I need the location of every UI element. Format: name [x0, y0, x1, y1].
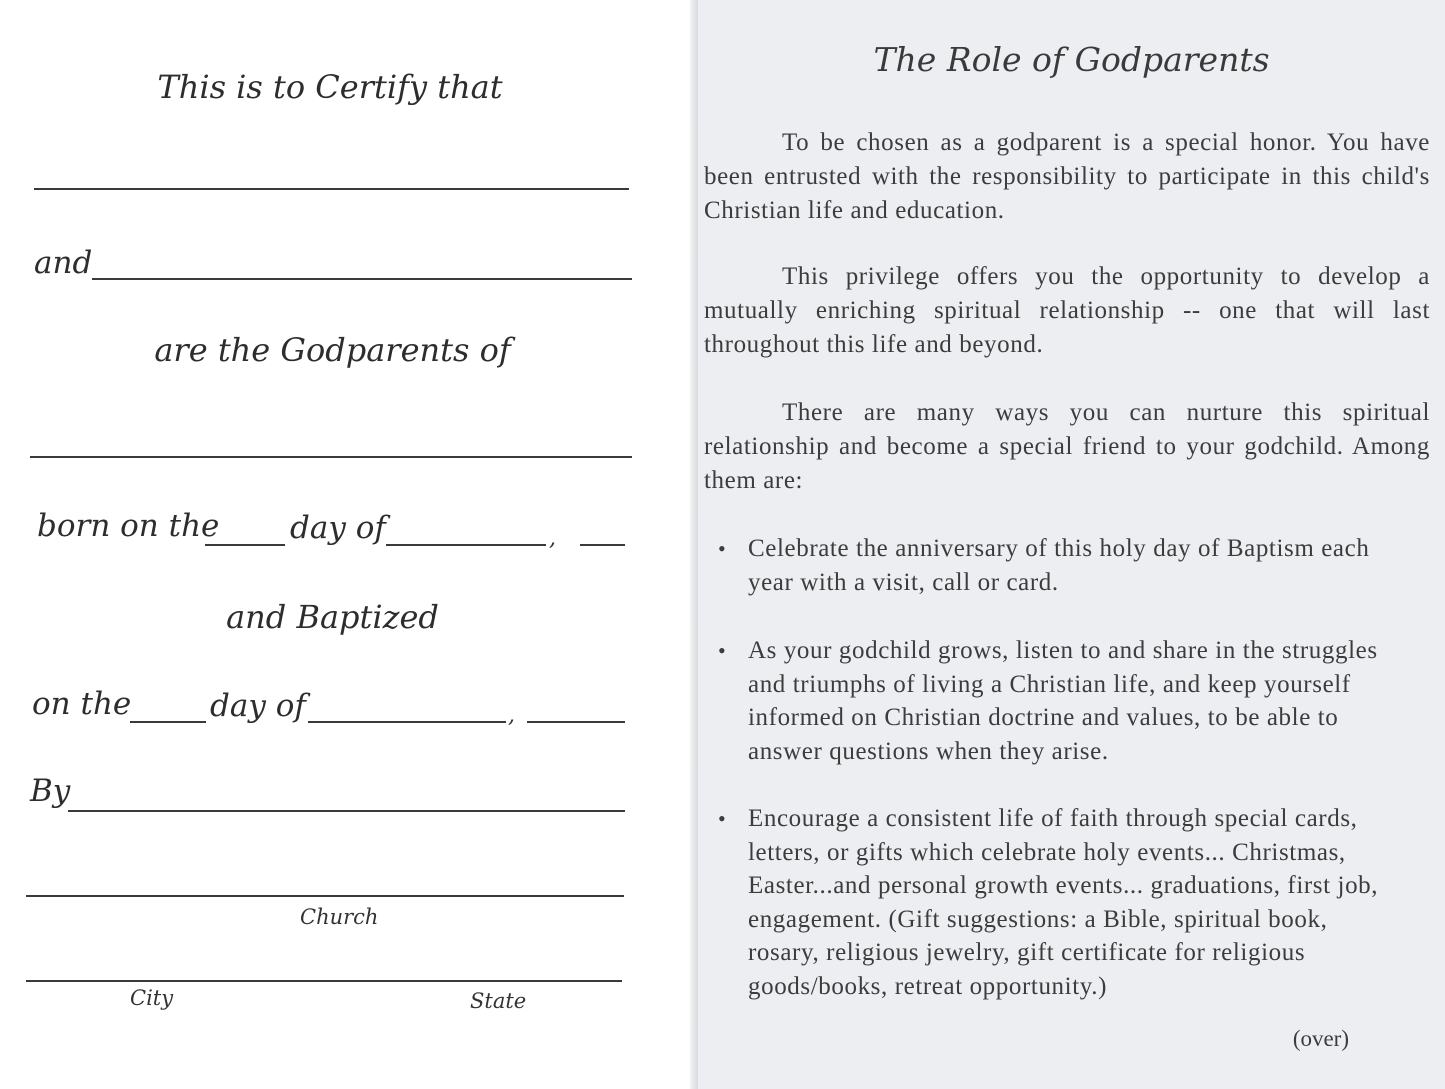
comma-1: ,	[549, 526, 556, 551]
city-state-line	[26, 980, 622, 982]
role-title: The Role of Godparents	[873, 40, 1270, 79]
child-name-line	[30, 456, 632, 458]
and-label: and	[34, 245, 93, 281]
bullet-text: Encourage a consistent life of faith through special cards, letters, or gifts which celebrate holy events... Christmas, Easter...and personal growth events... graduations, first job, engagement. (Gift suggestions: a Bible, spiritual book, rosary, religious jewelry, gift certificate for religious goods/books, retreat opportunity.)	[748, 805, 1379, 1000]
city-label: City	[130, 986, 174, 1010]
bullet-icon: •	[718, 806, 727, 831]
day-of-label-2: day of	[210, 688, 306, 724]
born-on-the-label: born on the	[37, 508, 220, 544]
officiant-line	[68, 810, 625, 812]
over-label: (over)	[1292, 1026, 1349, 1051]
bullet-text: Celebrate the anniversary of this holy day of Baptism each year with a visit, call or card.	[748, 535, 1370, 596]
on-the-label: on the	[32, 686, 132, 722]
church-label: Church	[300, 905, 379, 929]
baptism-day-line	[130, 721, 206, 723]
role-paragraph-1: To be chosen as a godparent is a special honor. You have been entrusted with the responsibility to participate in this child's Christian life and education.	[704, 129, 1430, 224]
list-item	[718, 802, 1388, 1003]
role-paragraph-2: This privilege offers you the opportunity to develop a mutually enriching spiritual relationship -- one that will last throughout this life and beyond.	[704, 263, 1430, 358]
bullet-text: As your godchild grows, listen to and share in the struggles and triumphs of living a Christian life, and keep yourself informed on Christian doctrine and values, to be able to answer questions when they arise.	[748, 637, 1378, 765]
birth-month-line	[386, 544, 546, 546]
and-baptized-label: and Baptized	[226, 598, 439, 636]
bullet-icon: •	[718, 536, 727, 561]
list-item	[718, 634, 1388, 768]
role-paragraph-3: There are many ways you can nurture this spiritual relationship and become a special friend to your godchild. Among them are:	[704, 399, 1430, 494]
bullet-icon: •	[718, 638, 727, 663]
birth-day-line	[205, 544, 285, 546]
list-item	[718, 532, 1388, 599]
page-gutter	[690, 0, 698, 1089]
by-label: By	[30, 773, 71, 809]
day-of-label-1: day of	[290, 510, 386, 546]
certificate-page	[0, 0, 690, 1089]
comma-2: ,	[508, 703, 515, 728]
certify-heading: This is to Certify that	[157, 68, 503, 106]
godparent-1-line	[34, 188, 629, 190]
state-label: State	[470, 989, 527, 1013]
birth-year-line	[580, 544, 625, 546]
church-line	[26, 895, 624, 897]
role-page	[698, 0, 1445, 1089]
godparent-2-line	[92, 278, 632, 280]
godparents-of-label: are the Godparents of	[154, 331, 511, 369]
baptism-month-line	[308, 721, 506, 723]
baptism-year-line	[527, 721, 625, 723]
